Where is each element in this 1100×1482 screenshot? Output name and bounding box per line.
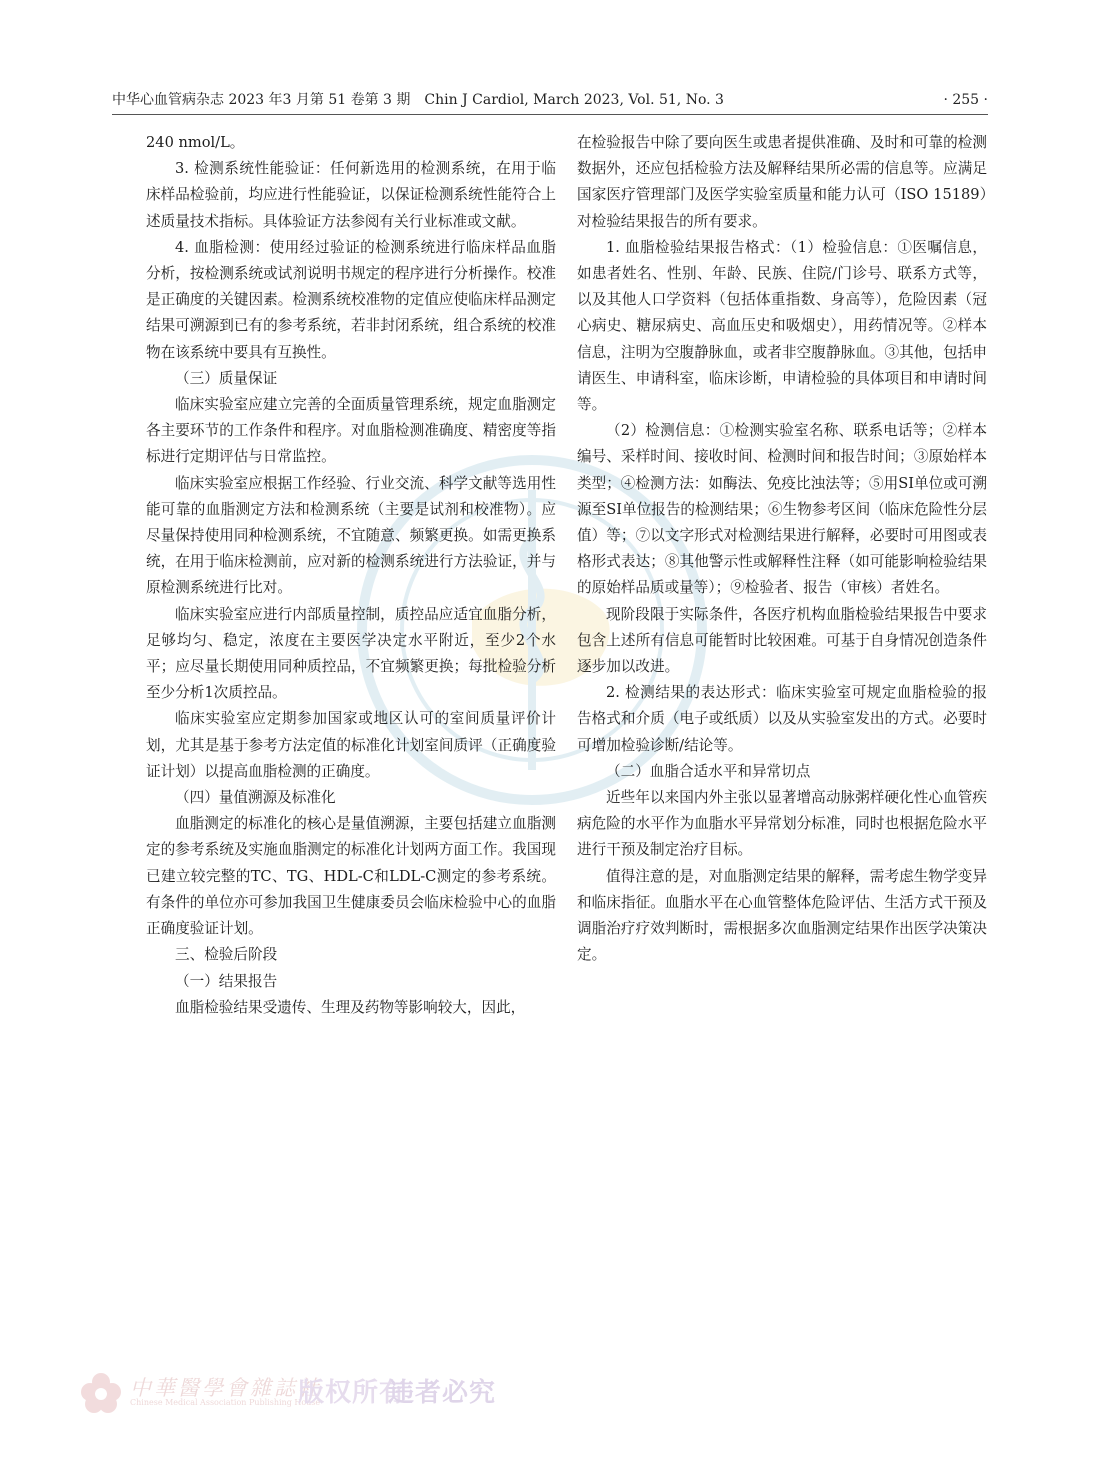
paragraph: 在检验报告中除了要向医生或患者提供准确、及时和可靠的检测数据外，还应包括检验方法及解释结果所必需的信息等。应满足国家医疗管理部门及医学实验室质量和能力认可（ISO 15189）对检验结果报告的所有要求。 [577,134,987,230]
paragraph: 临床实验室应定期参加国家或地区认可的室间质量评价计划，尤其是基于参考方法定值的标准化计划室间质评（正确度验证计划）以提高血脂检测的正确度。 [146,710,556,780]
publisher-name: 中華醫學會雜誌社 [130,1376,322,1400]
paragraph: 临床实验室应建立完善的全面质量管理系统，规定血脂测定各主要环节的工作条件和程序。对血脂检测准确度、精密度等指标进行定期评估与日常监控。 [146,396,556,466]
paragraph: 近些年以来国内外主张以显著增高动脉粥样硬化性心血管疾病危险的水平作为血脂水平异常划分标准，同时也根据危险水平进行干预及制定治疗目标。 [577,789,987,859]
paragraph: 1. 血脂检验结果报告格式：（1）检验信息：①医嘱信息，如患者姓名、性别、年龄、民族、住院/门诊号、联系方式等，以及其他人口学资料（包括体重指数、身高等），危险因素（冠心病史、糖尿病史、高血压史和吸烟史），用药情况等。②样本信息，注明为空腹静脉血，或者非空腹静脉血。③其他，包括申请医生、申请科室，临床诊断，申请检验的具体项目和申请时间等。 [577,238,987,414]
paragraph: （2）检测信息：①检测实验室名称、联系电话等；②样本编号、采样时间、接收时间、检测时间和报告时间；③原始样本类型；④检测方法：如酶法、免疫比浊法等；⑤用SI单位或可溯源至SI单位报告的检测结果；⑥生物参考区间（临床危险性分层值）等；⑦以文字形式对检测结果进行解释，必要时可用图或表格形式表达；⑧其他警示性或解释性注释（如可能影响检验结果的原始样品质或量等）；⑨检验者、报告（审核）者姓名。 [577,422,987,597]
running-header [112,89,988,111]
publisher-name-en: Chinese Medical Association Publishing House [130,1398,321,1407]
section-heading: （一）结果报告 [175,972,278,990]
paragraph: 值得注意的是，对血脂测定结果的解释，需考虑生物学变异和临床指征。血脂水平在心血管整体危险评估、生活方式干预及调脂治疗疗效判断时，需根据多次血脂测定结果作出医学决策决定。 [577,867,987,964]
copyright-mark: 版权所有 [298,1378,407,1408]
paragraph: 临床实验室应根据工作经验、行业交流、科学文献等选用性能可靠的血脂测定方法和检测系统（主要是试剂和校准物）。应尽量保持使用同种检测系统，不宜随意、频繁更换。如需更换系统，在用于临床检测前，应对新的检测系统进行方法验证，并与原检测系统进行比对。 [146,474,556,597]
section-heading: （四）量值溯源及标准化 [175,789,336,807]
page-number: · 255 · [943,92,988,108]
paragraph: 240 nmol/L。 [146,134,245,151]
paragraph: 临床实验室应进行内部质量控制，质控品应适宜血脂分析，足够均匀、稳定，浓度在主要医学决定水平附近，至少2个水平；应尽量长期使用同种质控品，不宜频繁更换；每批检验分析至少分析1次质控品。 [146,605,556,702]
header-rule [112,114,988,115]
paragraph: 4. 血脂检测：使用经过验证的检测系统进行临床样品血脂分析，按检测系统或试剂说明书规定的程序进行分析操作。校准是正确度的关键因素。检测系统校准物的定值应使临床样品测定结果可溯源到已有的参考系统，若非封闭系统，组合系统的校准物在该系统中要具有互换性。 [146,238,556,361]
paragraph: 3. 检测系统性能验证：任何新选用的检测系统，在用于临床样品检验前，均应进行性能验证，以保证检测系统性能符合上述质量技术指标。具体验证方法参阅有关行业标准或文献。 [146,160,556,230]
paragraph: 血脂测定的标准化的核心是量值溯源，主要包括建立血脂测定的参考系统及实施血脂测定的标准化计划两方面工作。我国现已建立较完整的TC、TG、HDL-C和LDL-C测定的参考系统。有条件的单位亦可参加我国卫生健康委员会临床检验中心的血脂正确度验证计划。 [146,815,556,938]
paragraph: 现阶段限于实际条件，各医疗机构血脂检验结果报告中要求包含上述所有信息可能暂时比较困难。可基于自身情况创造条件逐步加以改进。 [577,605,987,676]
journal-citation: 中华心血管病杂志 2023 年3 月第 51 卷第 3 期 Chin J Cardiol, March 2023, Vol. 51, No. 3 [112,92,724,108]
left-column [146,130,556,1021]
paragraph: 血脂检验结果受遗传、生理及药物等影响较大，因此， [175,998,526,1016]
right-column [577,130,987,969]
section-heading: 三、检验后阶段 [175,946,278,964]
copyright-warning: 违者必究 [388,1378,497,1408]
publisher-footer [78,1370,498,1420]
flower-logo-icon [78,1370,124,1416]
section-heading: （二）血脂合适水平和异常切点 [606,762,811,780]
paragraph: 2. 检测结果的表达形式：临床实验室可规定血脂检验的报告格式和介质（电子或纸质）以及从实验室发出的方式。必要时可增加检验诊断/结论等。 [577,684,987,754]
section-heading: （三）质量保证 [175,369,278,387]
